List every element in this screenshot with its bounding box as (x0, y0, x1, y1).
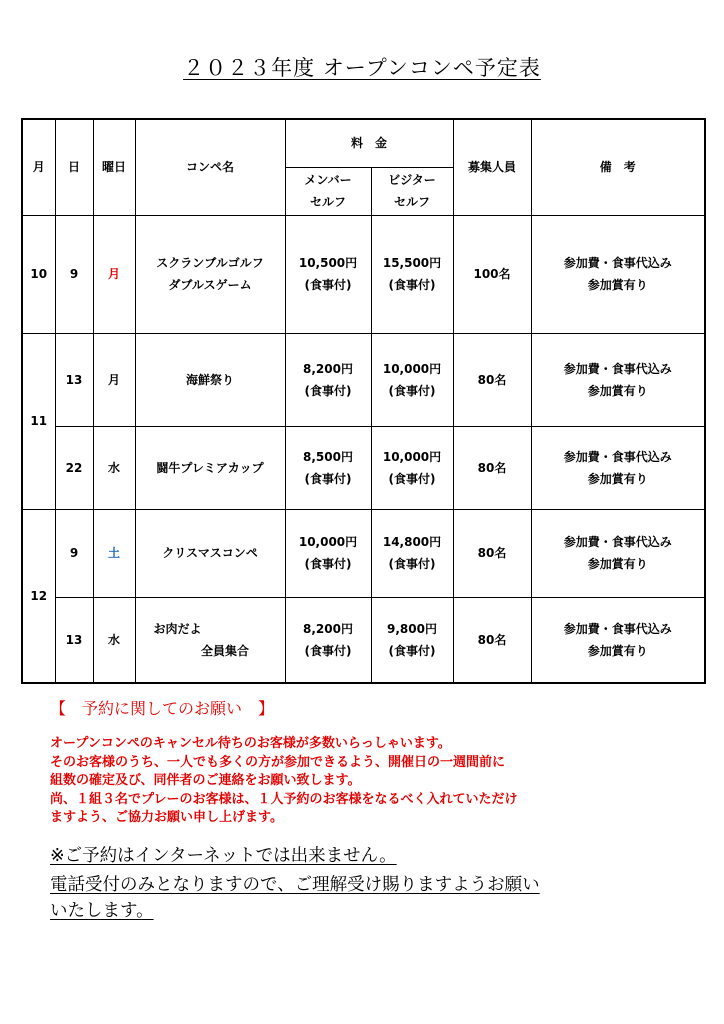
notice-body (50, 735, 710, 828)
member-fee-cell: 8,500円 (食事付) (285, 426, 371, 509)
header-name: コンペ名 (135, 119, 285, 215)
capacity-cell: 80名 (453, 509, 531, 597)
remarks-cell: 参加費・食事代込み 参加賞有り (531, 597, 705, 683)
notice-line: ますよう、ご協力お願い申し上げます。 (50, 810, 283, 825)
member-fee-cell: 10,000円 (食事付) (285, 509, 371, 597)
remarks-cell: 参加費・食事代込み 参加賞有り (531, 509, 705, 597)
competition-name: スクランブルゴルフ ダブルスゲーム (135, 215, 285, 333)
table-row (22, 509, 705, 597)
capacity-cell: 100名 (453, 215, 531, 333)
weekday-cell: 水 (93, 597, 135, 683)
capacity-cell: 80名 (453, 426, 531, 509)
visitor-fee-cell: 10,000円 (食事付) (371, 333, 453, 426)
table-row (22, 333, 705, 426)
table-row (22, 597, 705, 683)
competition-name: 海鮮祭り (135, 333, 285, 426)
remarks-cell: 参加費・食事代込み 参加賞有り (531, 333, 705, 426)
visitor-fee-cell: 9,800円 (食事付) (371, 597, 453, 683)
schedule-table (21, 118, 706, 684)
member-fee-cell: 10,500円 (食事付) (285, 215, 371, 333)
notice-line: 尚、１組３名でプレーのお客様は、１人予約のお客様をなるべく入れていただけ (50, 791, 518, 807)
member-fee-cell: 8,200円 (食事付) (285, 333, 371, 426)
month-cell: 12 (22, 509, 55, 683)
day-cell: 13 (55, 597, 93, 683)
competition-name: クリスマスコンペ (135, 509, 285, 597)
header-member: メンバー セルフ (285, 167, 371, 215)
header-remarks: 備 考 (531, 119, 705, 215)
member-fee-cell: 8,200円 (食事付) (285, 597, 371, 683)
header-capacity: 募集人員 (453, 119, 531, 215)
header-row (22, 119, 705, 167)
header-visitor: ビジター セルフ (371, 167, 453, 215)
notice-line: オープンコンペのキャンセル待ちのお客様が多数いらっしゃいます。 (50, 736, 451, 751)
remarks-cell: 参加費・食事代込み 参加賞有り (531, 215, 705, 333)
page-title: ２０２３年度 オープンコンペ予定表 (183, 56, 541, 80)
day-cell: 22 (55, 426, 93, 509)
weekday-cell: 水 (93, 426, 135, 509)
table-row (22, 215, 705, 333)
competition-name: お肉だよ 全員集合 (135, 597, 285, 683)
month-cell: 11 (22, 333, 55, 509)
day-cell: 13 (55, 333, 93, 426)
competition-name: 闘牛プレミアカップ (135, 426, 285, 509)
internet-note: ※ご予約はインターネットでは出来ません。 (50, 846, 397, 866)
weekday-cell: 月 (93, 215, 135, 333)
notice-heading: 【 予約に関してのお願い 】 (50, 699, 275, 718)
notice-line: そのお客様のうち、一人でも多くの方が参加できるよう、開催日の一週間前に (50, 754, 506, 770)
table-row (22, 426, 705, 509)
header-weekday: 曜日 (93, 119, 135, 215)
month-cell: 10 (22, 215, 55, 333)
visitor-fee-cell: 14,800円 (食事付) (371, 509, 453, 597)
header-day: 日 (55, 119, 93, 215)
weekday-cell: 土 (93, 509, 135, 597)
day-cell: 9 (55, 215, 93, 333)
visitor-fee-cell: 15,500円 (食事付) (371, 215, 453, 333)
visitor-fee-cell: 10,000円 (食事付) (371, 426, 453, 509)
notice-line: 組数の確定及び、同伴者のご連絡をお願い致します。 (50, 773, 361, 788)
remarks-cell: 参加費・食事代込み 参加賞有り (531, 426, 705, 509)
capacity-cell: 80名 (453, 333, 531, 426)
header-fee: 料 金 (285, 119, 453, 167)
weekday-cell: 月 (93, 333, 135, 426)
day-cell: 9 (55, 509, 93, 597)
phone-note: 電話受付のみとなりますので、ご理解受け賜りますようお願い いたします。 (50, 875, 540, 921)
header-month: 月 (22, 119, 55, 215)
capacity-cell: 80名 (453, 597, 531, 683)
